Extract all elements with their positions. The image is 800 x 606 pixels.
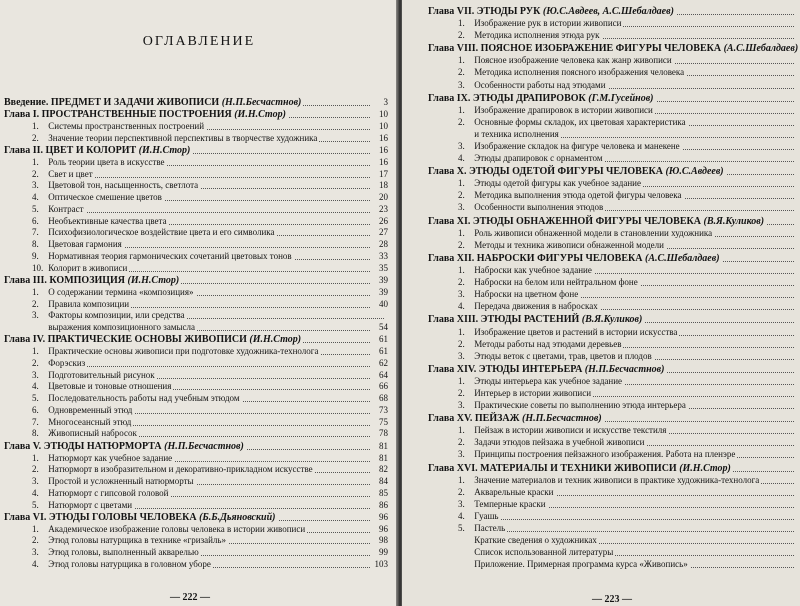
- section-entry: [458, 227, 798, 240]
- section-number: 2.: [458, 486, 465, 497]
- page-number-footer: — 223 —: [592, 594, 632, 605]
- page-number: 35: [379, 262, 388, 273]
- section-title: Подготовительный рисунок: [48, 369, 155, 380]
- chapter-title: МАТЕРИАЛЫ И ТЕХНИКИ ЖИВОПИСИ: [480, 462, 677, 474]
- section-title: Особенности работы над этюдами: [474, 79, 606, 90]
- section-entry: [458, 522, 798, 535]
- section-entry: [32, 499, 388, 512]
- section-number: 1.: [32, 346, 39, 357]
- page-number: 23: [379, 203, 388, 214]
- section-number: 5.: [32, 499, 39, 510]
- section-number: 3.: [32, 476, 39, 486]
- section-title: Методика выполнения этюда одетой фигуры человека: [474, 190, 682, 201]
- chapter-label: Глава XI.: [428, 215, 471, 227]
- section-number: 2.: [458, 239, 465, 250]
- section-title: Роль живописи обнаженной модели в становлении художника: [474, 227, 713, 238]
- section-title: Живописный набросок: [48, 428, 137, 439]
- page-number: 27: [379, 227, 388, 238]
- page-number: 61: [379, 334, 388, 345]
- section-entry: [458, 288, 798, 301]
- section-title: Наброски на цветном фоне: [474, 289, 579, 300]
- section-number: 1.: [458, 425, 465, 436]
- section-entry: [32, 262, 388, 275]
- page-number: 96: [379, 511, 388, 522]
- chapter-authors: (И.Н.Стор): [138, 145, 191, 157]
- section-number: 9.: [32, 250, 39, 261]
- chapter-label: Введение.: [4, 97, 49, 108]
- section-number: 2.: [458, 277, 465, 288]
- chapter-label: Глава IX.: [428, 92, 471, 104]
- chapter-authors: (Н.П.Бесчастнов): [221, 97, 302, 108]
- section-title: Методы работы над этюдами деревьев: [474, 338, 622, 349]
- section-title: Этюды одетой фигуры как учебное задание: [474, 178, 641, 189]
- section-entry: [458, 448, 798, 461]
- section-number: 2.: [458, 67, 465, 78]
- chapter-entry: [428, 42, 798, 55]
- page-number: 18: [379, 180, 388, 191]
- page-number: 64: [379, 369, 388, 380]
- chapter-label: Глава VI.: [4, 511, 47, 523]
- dot-leader: [458, 531, 794, 532]
- section-entry: [458, 104, 798, 117]
- section-number: 1.: [32, 121, 39, 132]
- chapter-authors: (Н.П.Бесчастнов): [522, 413, 602, 425]
- section-entry: [458, 239, 798, 252]
- section-number: 1.: [458, 326, 465, 337]
- page-number: 78: [379, 428, 388, 439]
- section-title: Наброски на белом или нейтральном фоне: [474, 277, 638, 288]
- section-title: Изображение рук в истории живописи: [474, 18, 622, 29]
- page-number: 99: [379, 547, 388, 558]
- section-number: 4.: [458, 510, 465, 521]
- chapter-entry: [428, 215, 798, 228]
- section-title: Этюды веток с цветами, трав, цветов и плодов: [474, 350, 652, 361]
- section-entry: [458, 300, 798, 313]
- section-title: Натюрморт в изобразительном и декоративно-прикладном искусстве: [48, 464, 313, 475]
- section-title: Цветовой тон, насыщенность, светлота: [48, 180, 199, 191]
- section-number: 4.: [32, 487, 39, 498]
- section-number: 3.: [458, 79, 465, 90]
- page-number: 86: [379, 499, 388, 510]
- page-number: 20: [379, 192, 388, 203]
- section-entry: [32, 132, 388, 145]
- section-entry: [458, 128, 798, 141]
- page-number: 66: [379, 381, 388, 392]
- section-number: 8.: [32, 239, 39, 250]
- section-number: 2.: [458, 116, 465, 127]
- chapter-label: Глава V.: [4, 440, 42, 452]
- section-title: Изображение цветов и растений в истории искусства: [474, 326, 678, 337]
- section-number: 4.: [32, 381, 39, 392]
- page-number: 39: [379, 286, 388, 297]
- chapter-title: ЭТЮДЫ ОБНАЖЕННОЙ ФИГУРЫ ЧЕЛОВЕКА: [472, 215, 701, 227]
- chapter-title: ЭТЮДЫ ОДЕТОЙ ФИГУРЫ ЧЕЛОВЕКА: [468, 166, 663, 178]
- section-title: Пастель: [474, 522, 506, 533]
- chapter-title: ПЕЙЗАЖ: [474, 413, 520, 425]
- page-number: 40: [379, 298, 388, 309]
- page-number: 10: [379, 121, 388, 132]
- section-title: Особенности выполнения этюдов: [474, 202, 604, 213]
- chapter-title: ЭТЮДЫ ИНТЕРЬЕРА: [478, 363, 583, 375]
- section-number: 3.: [32, 310, 39, 321]
- chapter-label: Глава IV.: [4, 334, 46, 346]
- section-number: 1.: [458, 375, 465, 386]
- section-title: Наброски как учебное задание: [474, 265, 592, 276]
- section-title: Натюрморт как учебное задание: [48, 452, 173, 463]
- section-title: Методика исполнения поясного изображения человека: [474, 67, 685, 78]
- section-title: Многосеансный этюд: [48, 416, 132, 427]
- section-title: Одновременный этюд: [48, 404, 133, 415]
- chapter-authors: (Ю.С.Авдеев, А.С.Шебалдаев): [542, 6, 674, 17]
- chapter-entry: [428, 462, 798, 475]
- section-title: Практические советы по выполнению этюда интерьера: [474, 400, 686, 410]
- page-number: 17: [379, 168, 388, 179]
- section-entry: [458, 17, 798, 30]
- page-number: 84: [379, 476, 388, 486]
- section-title: Этюды драпировок с орнаментом: [474, 153, 603, 163]
- chapter-label: Глава II.: [4, 145, 44, 157]
- section-title: Цветовые и тоновые отношения: [48, 381, 172, 392]
- section-number: 6.: [32, 404, 39, 415]
- section-entry: [32, 558, 388, 571]
- section-title: Передача движения в набросках: [474, 301, 598, 312]
- chapter-entry: [428, 313, 798, 326]
- page-number: 10: [379, 109, 388, 120]
- section-title: Простой и усложненный натюрморты: [48, 476, 194, 486]
- section-number: 1.: [32, 286, 39, 297]
- page-number: 39: [379, 275, 388, 286]
- chapter-authors: (Б.Б.Дьяновский): [199, 511, 276, 523]
- section-number: 5.: [32, 203, 39, 214]
- section-number: 7.: [32, 416, 39, 427]
- chapter-entry: [428, 92, 798, 105]
- page-number: 82: [379, 464, 388, 475]
- section-entry: [458, 510, 798, 523]
- section-number: 4.: [32, 192, 39, 203]
- section-entry: [458, 534, 798, 547]
- chapter-authors: (И.Н.Стор): [127, 275, 180, 287]
- page-number: 62: [379, 357, 388, 368]
- section-entry: [458, 474, 798, 487]
- chapter-label: Глава VIII.: [428, 43, 479, 55]
- section-number: 3.: [458, 202, 465, 213]
- section-title: Принципы построения пейзажного изображения. Работа на пленэре: [474, 449, 736, 460]
- chapter-authors: (В.Я.Куликов): [581, 314, 643, 326]
- section-number: 1.: [458, 265, 465, 276]
- page-number: 16: [379, 132, 388, 143]
- page-number: 68: [379, 393, 388, 404]
- chapter-label: Глава XIV.: [428, 363, 477, 375]
- section-title: Акварельные краски: [474, 486, 554, 497]
- section-number: 3.: [32, 369, 39, 380]
- section-entry: [458, 276, 798, 289]
- right-page: [402, 0, 800, 606]
- section-title: Последовательность работы над учебным этюдом: [48, 393, 240, 404]
- section-number: 1.: [32, 523, 39, 534]
- page-number: 98: [379, 535, 388, 546]
- dot-leader: [458, 519, 794, 520]
- page-number: 26: [379, 215, 388, 226]
- section-title: Интерьер в истории живописи: [474, 387, 592, 398]
- chapter-entry: [428, 412, 798, 425]
- section-number: 3.: [458, 289, 465, 300]
- section-title: Задачи этюдов пейзажа в учебной живописи: [474, 437, 645, 448]
- chapter-label: Глава X.: [428, 166, 467, 178]
- section-entry: [458, 54, 798, 67]
- section-title: Пейзаж в истории живописи и искусстве текстиля: [474, 425, 667, 436]
- section-title: Необъективные качества цвета: [48, 215, 167, 226]
- chapter-label: Глава XIII.: [428, 314, 479, 326]
- chapter-entry: [428, 5, 798, 18]
- chapter-label: Глава XVI.: [428, 462, 478, 474]
- chapter-authors: (А.С.Шебалдаев): [723, 43, 798, 55]
- section-number: 2.: [458, 30, 465, 41]
- section-number: 3.: [458, 400, 465, 410]
- page-number: 75: [379, 416, 388, 427]
- chapter-title: ЭТЮДЫ НАТЮРМОРТА: [43, 440, 162, 452]
- section-title: выражения композиционного замысла: [48, 322, 196, 333]
- section-title: Методы и техника живописи обнаженной модели: [474, 239, 664, 250]
- section-number: 7.: [32, 227, 39, 238]
- chapter-title: ЭТЮДЫ РУК: [476, 6, 541, 17]
- section-entry: [458, 424, 798, 437]
- section-title: Роль теории цвета в искусстве: [48, 156, 165, 167]
- section-entry: [458, 116, 798, 129]
- section-entry: [458, 152, 798, 165]
- section-title: и техника исполнения: [474, 128, 559, 139]
- section-title: Краткие сведения о художниках: [474, 534, 597, 545]
- chapter-title: ЭТЮДЫ ДРАПИРОВОК: [472, 92, 586, 104]
- section-title: Цветовая гармония: [48, 239, 122, 250]
- section-number: 2.: [32, 464, 39, 475]
- chapter-authors: (И.Н.Стор): [234, 109, 286, 121]
- section-number: 3.: [32, 547, 39, 558]
- section-title: Оптическое смешение цветов: [48, 192, 162, 203]
- section-title: Нормативная теория гармонических сочетаний цветовых тонов: [48, 250, 292, 261]
- toc-heading: ОГЛАВЛЕНИЕ: [142, 34, 256, 49]
- section-number: 8.: [32, 428, 39, 439]
- section-entry: [458, 79, 798, 92]
- section-title: Натюрморт с гипсовой головой: [48, 487, 169, 498]
- section-title: Этюд головы натурщика в головном уборе: [48, 558, 211, 569]
- section-number: 1.: [458, 227, 465, 238]
- section-number: 5.: [32, 393, 39, 404]
- chapter-label: Глава III.: [4, 275, 47, 287]
- chapter-label: Глава XV.: [428, 413, 473, 425]
- section-number: 4.: [458, 153, 465, 163]
- section-number: 2.: [458, 437, 465, 448]
- section-entry: [458, 29, 798, 42]
- section-title: Изображение складок на фигуре человека и манекене: [474, 140, 680, 151]
- section-number: 2.: [32, 132, 39, 143]
- section-number: 3.: [458, 140, 465, 151]
- section-number: 2.: [32, 168, 39, 179]
- section-title: Контраст: [48, 203, 84, 214]
- chapter-title: ПРОСТРАНСТВЕННЫЕ ПОСТРОЕНИЯ: [41, 109, 232, 121]
- section-title: Основные формы складок, их цветовая характеристика: [474, 116, 686, 127]
- section-title: Психофизиологическое воздействие цвета и его символика: [48, 227, 275, 238]
- section-number: 2.: [458, 338, 465, 349]
- section-title: Академическое изображение головы человека в истории живописи: [48, 523, 306, 534]
- page-number: 54: [379, 322, 388, 333]
- section-number: 2.: [32, 357, 39, 368]
- section-entry: [458, 436, 798, 449]
- chapter-title: ПРЕДМЕТ И ЗАДАЧИ ЖИВОПИСИ: [50, 97, 220, 108]
- section-title: Натюрморт с цветами: [48, 499, 133, 510]
- section-number: 1.: [458, 55, 465, 66]
- chapter-label: Глава XII.: [428, 253, 475, 264]
- section-number: 1.: [458, 18, 465, 29]
- page-number: 73: [379, 404, 388, 415]
- section-title: Темперные краски: [474, 498, 546, 509]
- section-number: 3.: [458, 449, 465, 460]
- chapter-authors: (А.С.Шебалдаев): [644, 253, 720, 264]
- chapter-entry: [428, 165, 798, 178]
- chapter-authors: (Н.П.Бесчастнов): [164, 440, 244, 452]
- section-number: 1.: [32, 156, 39, 167]
- chapter-title: ПРАКТИЧЕСКИЕ ОСНОВЫ ЖИВОПИСИ: [47, 334, 247, 346]
- section-title: Поясное изображение человека как жанр живописи: [474, 55, 672, 66]
- chapter-authors: (В.Я.Куликов): [703, 215, 765, 227]
- section-entry: [458, 140, 798, 153]
- section-number: 1.: [458, 104, 465, 115]
- section-number: 3.: [458, 498, 465, 509]
- section-entry: [458, 66, 798, 79]
- section-number: 2.: [458, 190, 465, 201]
- section-entry: [32, 427, 388, 440]
- section-number: 1.: [458, 178, 465, 189]
- section-number: 10.: [32, 262, 44, 273]
- chapter-entry: [428, 363, 798, 376]
- section-number: 1.: [32, 452, 39, 463]
- section-number: 5.: [458, 522, 465, 533]
- chapter-title: ПОЯСНОЕ ИЗОБРАЖЕНИЕ ФИГУРЫ ЧЕЛОВЕКА: [480, 43, 722, 55]
- section-title: Изображение драпировок в истории живописи: [474, 104, 653, 115]
- section-title: Этюд головы, выполненный акварелью: [48, 547, 199, 558]
- section-title: Значение теории перспективной перспективы в творчестве художника: [48, 132, 318, 143]
- section-entry: [458, 546, 798, 559]
- section-title: О содержании термина «композиция»: [48, 286, 194, 297]
- section-title: Гуашь: [474, 510, 499, 521]
- chapter-title: НАБРОСКИ ФИГУРЫ ЧЕЛОВЕКА: [476, 253, 643, 264]
- section-entry: [458, 399, 798, 412]
- chapter-authors: (Ю.С.Авдеев): [665, 166, 724, 178]
- section-title: Системы пространственных построений: [48, 121, 205, 132]
- section-title: Список использованной литературы: [474, 547, 614, 557]
- page-number: 96: [379, 523, 388, 534]
- section-entry: [458, 201, 798, 214]
- section-title: Практические основы живописи при подготовке художника-технолога: [48, 346, 319, 357]
- chapter-title: ЦВЕТ И КОЛОРИТ: [45, 145, 137, 157]
- page-number-footer: — 222 —: [170, 592, 210, 603]
- section-entry: [458, 375, 798, 388]
- section-entry: [458, 558, 798, 571]
- chapter-authors: (Г.М.Гусейнов): [588, 92, 654, 104]
- page-number: 85: [379, 487, 388, 498]
- page-number: 61: [379, 346, 388, 357]
- left-page: [0, 0, 398, 606]
- page-number: 33: [379, 250, 388, 261]
- section-title: Форэскиз: [48, 357, 86, 368]
- section-title: Правила композиции: [48, 298, 130, 309]
- section-entry: [458, 486, 798, 499]
- section-title: Приложение. Примерная программа курса «Живопись»: [474, 559, 688, 570]
- section-entry: [458, 264, 798, 277]
- section-number: 3.: [458, 350, 465, 361]
- page-number: 81: [379, 452, 388, 463]
- chapter-entry: [4, 96, 388, 109]
- chapter-entry: [428, 252, 798, 265]
- chapter-authors: (И.Н.Стор): [679, 462, 731, 474]
- section-entry: [458, 387, 798, 400]
- section-entry: [458, 498, 798, 511]
- section-number: 2.: [32, 298, 39, 309]
- section-entry: [458, 350, 798, 363]
- page-number: 103: [374, 558, 388, 569]
- section-number: 4.: [32, 558, 39, 569]
- section-entry: [32, 321, 388, 334]
- chapter-authors: (И.Н.Стор): [249, 334, 302, 346]
- section-number: 4.: [458, 301, 465, 312]
- chapter-title: КОМПОЗИЦИЯ: [49, 275, 126, 287]
- page-number: 28: [379, 239, 388, 250]
- page-number: 3: [383, 97, 388, 107]
- section-number: 6.: [32, 215, 39, 226]
- section-number: 2.: [458, 387, 465, 398]
- section-title: Методика исполнения этюда рук: [474, 30, 600, 41]
- page-number: 16: [379, 145, 388, 156]
- section-title: Факторы композиции, или средства: [48, 310, 185, 321]
- page-number: 16: [379, 156, 388, 167]
- section-entry: [458, 177, 798, 190]
- chapter-label: Глава I.: [4, 109, 40, 121]
- section-entry: [458, 189, 798, 202]
- section-title: Значение материалов и техник живописи в практике художника-технолога: [474, 474, 760, 485]
- section-entry: [458, 326, 798, 339]
- section-title: Этюд головы натурщика в технике «гризайль»: [48, 535, 227, 546]
- section-title: Свет и цвет: [48, 168, 93, 179]
- chapter-title: ЭТЮДЫ РАСТЕНИЙ: [480, 314, 580, 326]
- section-entry: [458, 338, 798, 351]
- section-number: 3.: [32, 180, 39, 191]
- chapter-title: ЭТЮДЫ ГОЛОВЫ ЧЕЛОВЕКА: [48, 511, 197, 523]
- chapter-authors: (Н.П.Бесчастнов): [584, 363, 665, 375]
- section-number: 1.: [458, 474, 465, 485]
- section-title: Этюды интерьера как учебное задание: [474, 375, 623, 386]
- section-number: 2.: [32, 535, 39, 546]
- page-number: 81: [379, 440, 388, 451]
- chapter-label: Глава VII.: [428, 6, 475, 17]
- section-title: Колорит в живописи: [48, 262, 128, 273]
